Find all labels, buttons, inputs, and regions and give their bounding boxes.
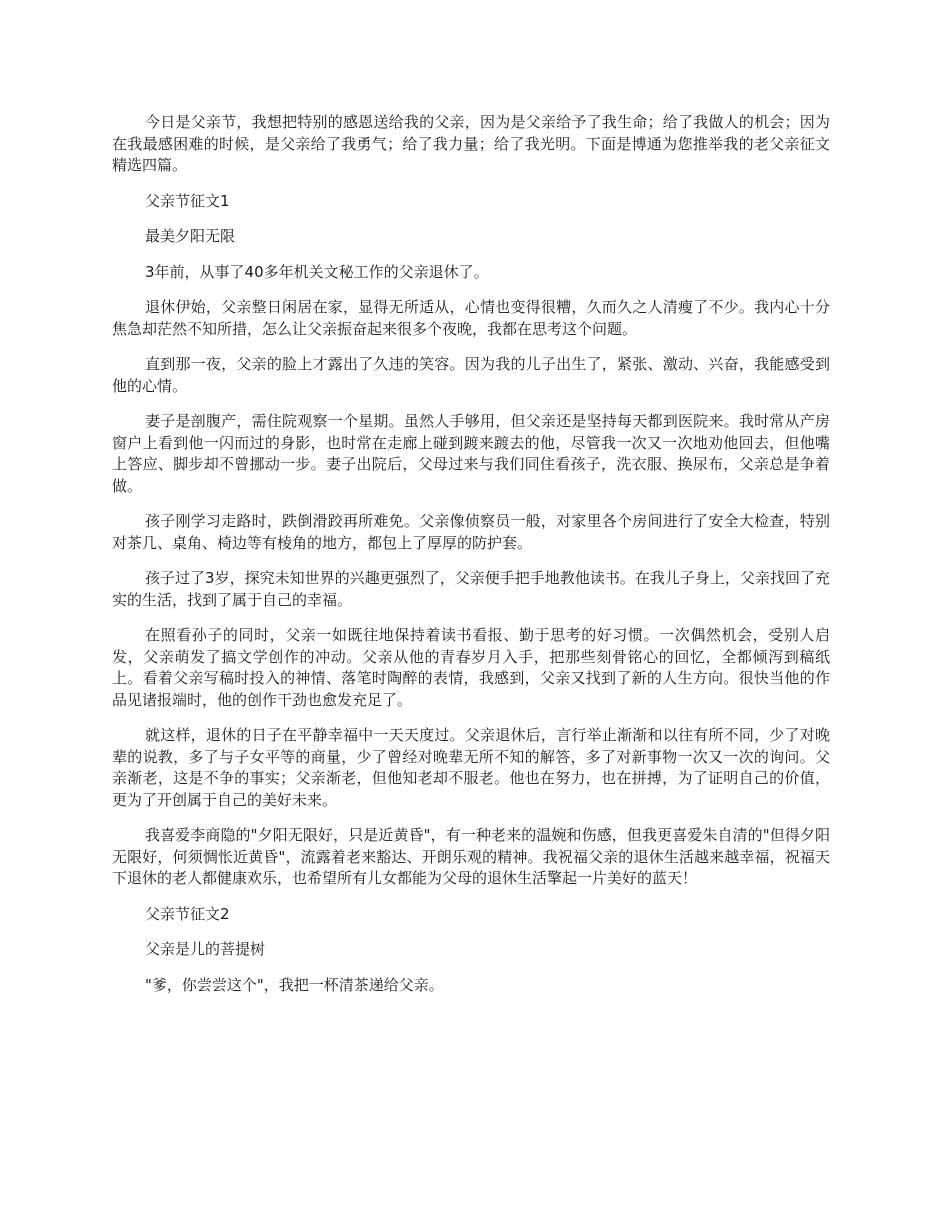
paragraph: 我喜爱李商隐的"夕阳无限好，只是近黄昏"，有一种老来的温婉和伤感，但我更喜爱朱自清的"但得夕阳无限好，何须惆怅近黄昏"，流露着老来豁达、开朗乐观的精神。我祝福父亲的退休生活越来越幸福，祝福天下退休的老人都健康欢乐，也希望所有儿女都能为父母的退休生活擎起一片美好的蓝天！ [112,826,830,887]
paragraph: 孩子刚学习走路时，跌倒滑跤再所难免。父亲像侦察员一般，对家里各个房间进行了安全大检查，特别对茶几、桌角、椅边等有棱角的地方，都包上了厚厚的防护套。 [112,512,830,552]
paragraph: 孩子过了3岁，探究未知世界的兴趣更强烈了，父亲便手把手地教他读书。在我儿子身上，父亲找回了充实的生活，找到了属于自己的幸福。 [112,569,830,609]
section1-title: 最美夕阳无限 [145,227,236,245]
paragraph: 就这样，退休的日子在平静幸福中一天天度过。父亲退休后，言行举止渐渐和以往有所不同，少了对晚辈的说教，多了与子女平等的商量，少了曾经对晚辈无所不知的解答，多了对新事物一次又一次的询问。父亲渐老，这是不争的事实；父亲渐老，但他知老却不服老。他也在努力，也在拼搏，为了证明自己的价值，更为了开创属于自己的美好未来。 [112,726,830,809]
paragraph: "爹，你尝尝这个"，我把一杯清茶递给父亲。 [145,975,444,994]
section2-title: 父亲是儿的菩提树 [145,940,266,958]
paragraph: 直到那一夜，父亲的脸上才露出了久违的笑容。因为我的儿子出生了，紧张、激动、兴奋，我能感受到他的心情。 [112,355,830,395]
paragraph: 退休伊始，父亲整日闲居在家，显得无所适从，心情也变得很糟，久而久之人清瘦了不少。我内心十分焦急却茫然不知所措，怎么让父亲振奋起来很多个夜晚，我都在思考这个问题。 [112,298,830,338]
paragraph: 在照看孙子的同时，父亲一如既往地保持着读书看报、勤于思考的好习惯。一次偶然机会，受别人启发，父亲萌发了搞文学创作的冲动。父亲从他的青春岁月入手，把那些刻骨铭心的回忆，全都倾泻到稿纸上。看着父亲写稿时投入的神情、落笔时陶醉的表情，我感到，父亲又找到了新的人生方向。很快当他的作品见诸报端时，他的创作干劲也愈发充足了。 [112,626,830,709]
section1-heading: 父亲节征文1 [145,191,230,210]
section2-heading: 父亲节征文2 [145,904,230,923]
document-body [112,112,830,1010]
intro-paragraph: 今日是父亲节，我想把特别的感恩送给我的父亲，因为是父亲给予了我生命；给了我做人的机会；因为在我最感困难的时候，是父亲给了我勇气；给了我力量；给了我光明。下面是博通为您推举我的老父亲征文精选四篇。 [112,113,830,174]
paragraph: 妻子是剖腹产，需住院观察一个星期。虽然人手够用，但父亲还是坚持每天都到医院来。我时常从产房窗户上看到他一闪而过的身影，也时常在走廊上碰到踱来踱去的他，尽管我一次又一次地劝他回去，但他嘴上答应、脚步却不曾挪动一步。妻子出院后，父母过来与我们同住看孩子，洗衣服、换尿布，父亲总是争着做。 [112,412,830,495]
paragraph: 3年前，从事了40多年机关文秘工作的父亲退休了。 [145,262,489,281]
